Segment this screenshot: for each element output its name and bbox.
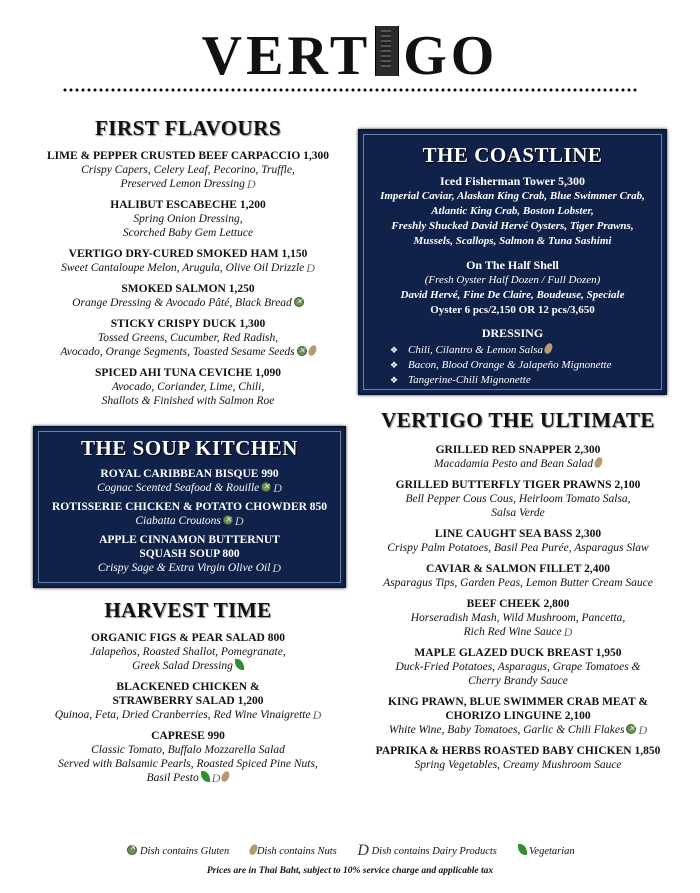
soup-kitchen-title: THE SOUP KITCHEN <box>81 436 298 460</box>
gluten-icon <box>626 724 636 734</box>
item-name: ORGANIC FIGS & PEAR SALAD 800 <box>91 632 285 644</box>
gluten-icon <box>294 297 304 307</box>
item-desc: Cherry Brandy Sauce <box>468 675 568 687</box>
item-desc: Greek Salad Dressing <box>132 660 233 672</box>
item-name: CHORIZO LINGUINE 2,100 <box>445 710 591 722</box>
menu-item <box>20 317 356 359</box>
menu-item <box>20 366 356 408</box>
item-desc: Ciabatta Croutons <box>135 515 221 527</box>
item-desc: Orange Dressing & Avocado Pâté, Black Bread <box>72 297 292 309</box>
menu-item <box>35 533 344 575</box>
tower-desc: Atlantic King Crab, Boston Lobster, <box>431 205 594 217</box>
dairy-icon: D <box>272 561 282 575</box>
item-name: LINE CAUGHT SEA BASS 2,300 <box>434 528 602 540</box>
item-desc: White Wine, Baby Tomatoes, Garlic & Chili Flakes <box>388 724 625 736</box>
menu-item <box>346 562 690 590</box>
item-name: VERTIGO DRY-CURED SMOKED HAM 1,150 <box>68 248 308 260</box>
menu-item <box>35 467 344 495</box>
menu-item <box>346 744 690 772</box>
tower-name: Iced Fisherman Tower 5,300 <box>439 174 586 188</box>
item-desc: Crispy Capers, Celery Leaf, Pecorino, Truffle, <box>81 164 295 176</box>
item-name: ROTISSERIE CHICKEN & POTATO CHOWDER 850 <box>51 501 328 513</box>
item-desc: Asparagus Tips, Garden Peas, Lemon Butter Cream Sauce <box>383 577 653 589</box>
first-flavours-title: FIRST FLAVOURS <box>94 116 282 140</box>
tower-desc: Mussels, Scallops, Salmon & Tuna Sashimi <box>413 235 612 247</box>
legend-nuts <box>248 844 337 857</box>
menu-item <box>20 198 356 240</box>
dairy-icon: D <box>357 842 369 859</box>
legend-vegetarian <box>516 844 575 857</box>
item-name: STICKY CRISPY DUCK 1,300 <box>110 318 266 330</box>
nut-icon <box>307 344 318 357</box>
menu-item <box>20 631 356 673</box>
gluten-icon <box>297 346 307 356</box>
item-desc: Sweet Cantaloupe Melon, Arugula, Olive Oil Drizzle <box>61 262 305 274</box>
legend-gluten <box>125 845 229 857</box>
item-desc: Macadamia Pesto and Bean Salad <box>433 458 594 470</box>
dotted-divider <box>62 88 638 92</box>
item-desc: Preserved Lemon Dressing <box>120 178 245 190</box>
gluten-icon <box>261 482 271 492</box>
item-name: SPICED AHI TUNA CEVICHE 1,090 <box>94 367 282 379</box>
item-name: CAVIAR & SALMON FILLET 2,400 <box>426 563 610 575</box>
dairy-icon: D <box>563 625 573 639</box>
item-name: BLACKENED CHICKEN & <box>116 681 260 693</box>
item-desc: Cognac Scented Seafood & Rouille <box>97 482 260 494</box>
coastline-section <box>358 129 667 395</box>
nut-icon <box>593 456 604 469</box>
ultimate-section <box>346 408 690 779</box>
menu-item <box>20 729 356 785</box>
menu-item <box>20 149 356 191</box>
dressing-list <box>390 343 665 388</box>
menu-item <box>346 443 690 471</box>
harvest-time-title: HARVEST TIME <box>104 598 272 622</box>
item-desc: Spring Vegetables, Creamy Mushroom Sauce <box>414 759 622 771</box>
item-desc: Shallots & Finished with Salmon Roe <box>101 395 275 407</box>
vegetarian-icon <box>518 844 527 855</box>
menu-item <box>20 680 356 722</box>
item-name: GRILLED BUTTERFLY TIGER PRAWNS 2,100 <box>395 479 641 491</box>
item-desc: Served with Balsamic Pearls, Roasted Spiced Pine Nuts, <box>58 758 318 770</box>
allergen-legend <box>0 842 700 860</box>
dairy-icon: D <box>312 708 322 722</box>
half-shell-price: Oyster 6 pcs/2,150 OR 12 pcs/3,650 <box>430 304 595 316</box>
menu-item <box>346 646 690 688</box>
item-name: LIME & PEPPER CRUSTED BEEF CARPACCIO 1,300 <box>46 150 330 162</box>
dressing-item: ❖ Chili, Cilantro & Lemon Salsa <box>390 343 665 358</box>
menu-item <box>346 527 690 555</box>
item-name: MAPLE GLAZED DUCK BREAST 1,950 <box>414 647 622 659</box>
item-name: GRILLED RED SNAPPER 2,300 <box>435 444 601 456</box>
item-desc: Tossed Greens, Cucumber, Red Radish, <box>97 332 279 344</box>
item-desc: Avocado, Coriander, Lime, Chili, <box>111 381 265 393</box>
first-flavours-section <box>20 116 356 415</box>
item-name: KING PRAWN, BLUE SWIMMER CRAB MEAT & <box>388 696 648 708</box>
item-desc: Horseradish Mash, Wild Mushroom, Pancetta, <box>410 612 626 624</box>
tower-desc: Freshly Shucked David Hervé Oysters, Tiger Prawns, <box>391 220 634 232</box>
item-name: CAPRESE 990 <box>151 730 225 742</box>
logo-text-left: VERT <box>201 25 372 87</box>
restaurant-logo <box>0 25 700 87</box>
price-footnote: Prices are in Thai Baht, subject to 10% service charge and applicable tax <box>206 866 494 876</box>
dairy-icon: D <box>638 723 648 737</box>
legend-label: Dish contains Dairy Products <box>371 846 497 857</box>
item-desc: Jalapeños, Roasted Shallot, Pomegranate, <box>90 646 286 658</box>
item-name: SMOKED SALMON 1,250 <box>121 283 255 295</box>
item-desc: Crispy Sage & Extra Virgin Olive Oil <box>97 562 271 574</box>
dairy-icon: D <box>273 481 282 495</box>
item-desc: Rich Red Wine Sauce <box>463 626 562 638</box>
item-desc: Bell Pepper Cous Cous, Heirloom Tomato Salsa, <box>405 493 631 505</box>
item-desc: Crispy Palm Potatoes, Basil Pea Purée, Asparagus Slaw <box>387 542 649 554</box>
menu-item <box>20 282 356 310</box>
legend-label: Dish contains Nuts <box>256 846 337 857</box>
item-name: ROYAL CARIBBEAN BISQUE 990 <box>100 468 279 480</box>
vegetarian-icon <box>201 771 210 782</box>
half-shell-name: On The Half Shell <box>466 258 559 272</box>
legend-label: Vegetarian <box>529 846 575 857</box>
half-shell-varieties: David Hervé, Fine De Claire, Boudeuse, Speciale <box>400 289 625 301</box>
logo-text-right: GO <box>403 25 499 87</box>
ultimate-title: VERTIGO THE ULTIMATE <box>381 408 655 432</box>
coastline-title: THE COASTLINE <box>422 143 603 167</box>
gluten-icon <box>127 845 137 855</box>
menu-item <box>20 247 356 275</box>
dressing-item: ❖ Bacon, Blood Orange & Jalapeño Mignonette <box>390 358 665 373</box>
item-desc: Avocado, Orange Segments, Toasted Sesame Seeds <box>60 346 295 358</box>
item-desc: Scorched Baby Gem Lettuce <box>122 227 254 239</box>
vegetarian-icon <box>235 659 244 670</box>
dairy-icon: D <box>234 514 244 528</box>
item-name: APPLE CINNAMON BUTTERNUT <box>99 534 280 546</box>
dressing-title: DRESSING <box>481 326 544 340</box>
tower-icon <box>375 26 399 76</box>
legend-label: Dish contains Gluten <box>139 846 230 857</box>
item-name: STRAWBERRY SALAD 1,200 <box>112 695 264 707</box>
menu-item <box>346 695 690 737</box>
dairy-icon: D <box>306 261 315 275</box>
menu-item <box>35 500 344 528</box>
menu-item <box>346 478 690 520</box>
soup-kitchen-section <box>33 426 346 588</box>
item-desc: Quinoa, Feta, Dried Cranberries, Red Wine Vinaigrette <box>54 709 311 721</box>
gluten-icon <box>223 515 233 525</box>
item-desc: Spring Onion Dressing, <box>133 213 243 225</box>
menu-item <box>346 597 690 639</box>
nut-icon <box>543 342 554 355</box>
item-name: HALIBUT ESCABECHE 1,200 <box>110 199 266 211</box>
tower-desc: Imperial Caviar, Alaskan King Crab, Blue Swimmer Crab, <box>380 190 645 202</box>
item-name: BEEF CHEEK 2,800 <box>466 598 570 610</box>
legend-dairy <box>355 842 497 860</box>
dairy-icon: D <box>246 177 256 191</box>
dairy-icon: D <box>211 771 221 785</box>
item-desc: Duck-Fried Potatoes, Asparagus, Grape Tomatoes & <box>395 661 641 673</box>
item-desc: Classic Tomato, Buffalo Mozzarella Salad <box>91 744 285 756</box>
item-name: SQUASH SOUP 800 <box>139 548 240 560</box>
dressing-item: ❖ Tangerine-Chili Mignonette <box>390 373 665 388</box>
half-shell-sub: (Fresh Oyster Half Dozen / Full Dozen) <box>424 274 601 286</box>
item-desc: Salsa Verde <box>491 507 545 519</box>
item-desc: Basil Pesto <box>146 772 199 784</box>
harvest-time-section <box>20 598 356 792</box>
nut-icon <box>220 770 231 783</box>
item-name: PAPRIKA & HERBS ROASTED BABY CHICKEN 1,850 <box>375 745 661 757</box>
